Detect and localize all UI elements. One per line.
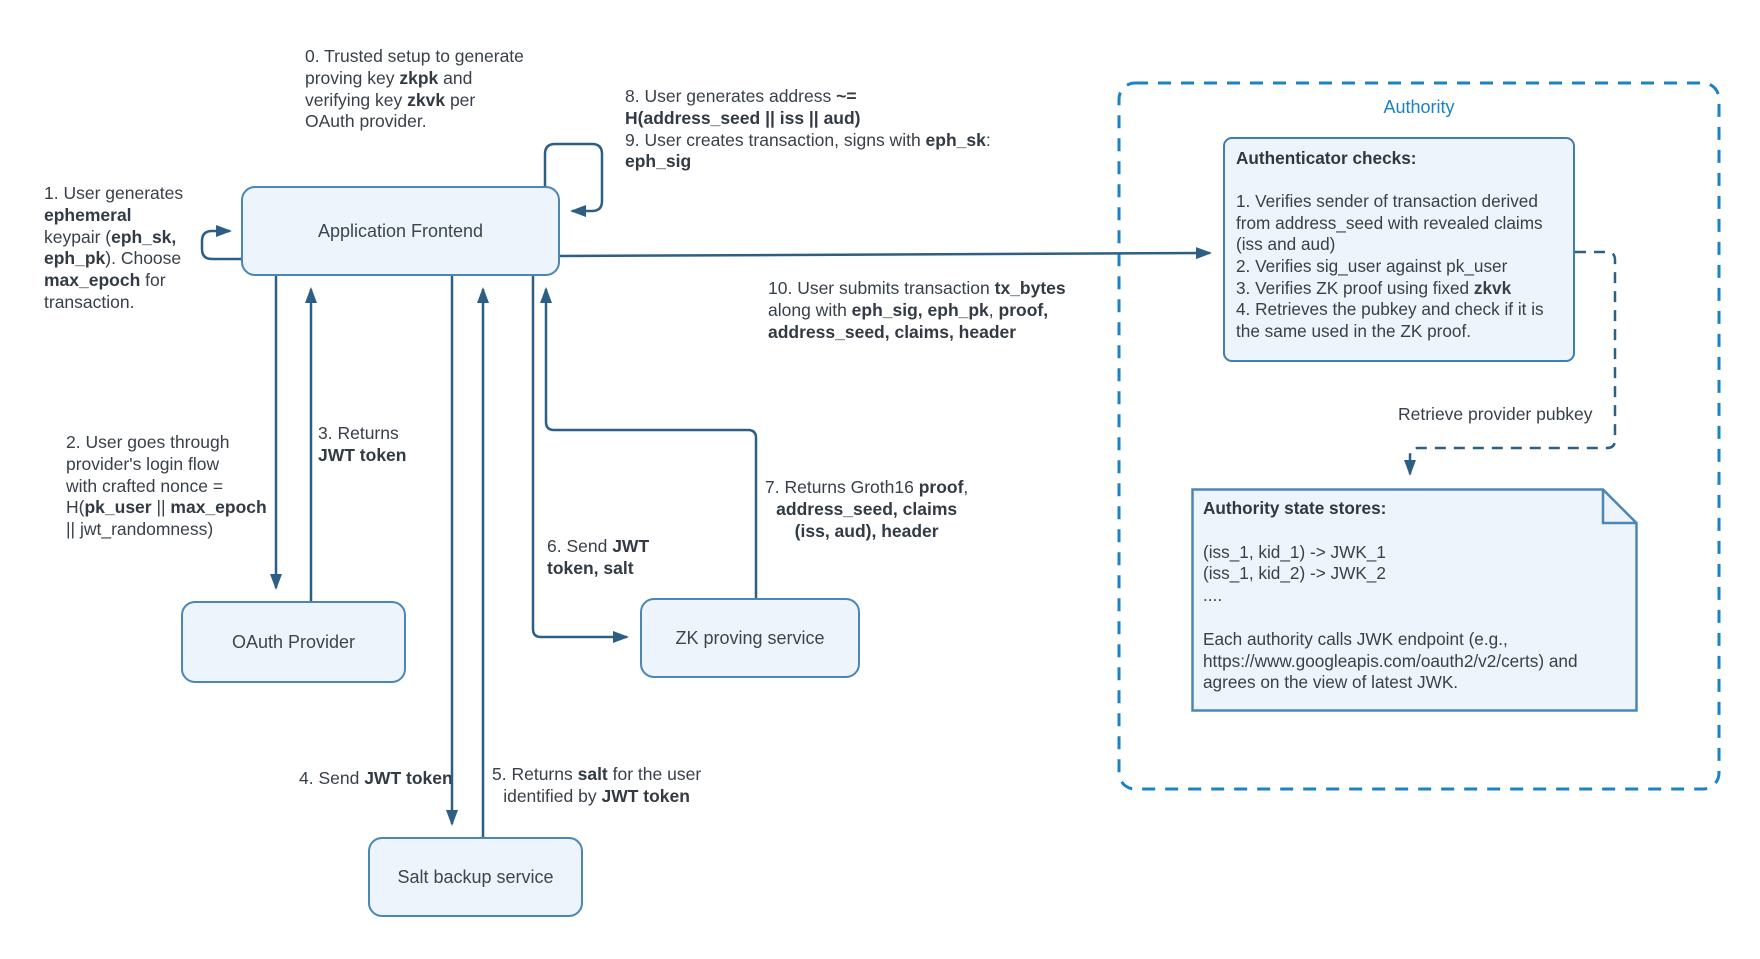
authority-state-store-box (1191, 488, 1638, 712)
node-oauth-provider (181, 601, 406, 683)
node-zk-proving-service-label: ZK proving service (675, 627, 825, 648)
connector-step6 (533, 276, 627, 637)
connector-step1-self-loop (202, 231, 241, 259)
authenticator-checks-list: 1. Verifies sender of transaction derived from address_seed with revealed claims (iss and aud) 2. Verifies sig_user against pk_user 3. Verifies ZK proof using fixed zkvk 4. Retrieves the pubkey and check if it is the same used in the ZK proof. (1236, 191, 1544, 341)
node-application-frontend-label: Application Frontend (317, 220, 484, 241)
node-zk-proving-service (640, 598, 860, 678)
annotation-step-4: 4. Send JWT token (299, 768, 453, 788)
authority-group-label: Authority (1383, 97, 1455, 117)
annotation-step-6: 6. Send JWT token, salt (547, 536, 650, 578)
node-application-frontend (241, 186, 560, 276)
authenticator-checks-box (1223, 137, 1575, 362)
annotation-step-3: 3. Returns JWT token (318, 423, 407, 465)
node-salt-backup-service-label: Salt backup service (397, 866, 554, 887)
authority-state-store-list: (iss_1, kid_1) -> JWK_1 (iss_1, kid_2) -> JWK_2 .... Each authority calls JWK endpoint (e.g., https://www.googleapis.com/oauth2/v2/certs) and agrees on the view of latest JWK. (1203, 541, 1578, 693)
annotation-step-1: 1. User generates ephemeral keypair (eph_sk, eph_pk). Choose max_epoch for transaction. (44, 183, 184, 312)
annotation-step-10: 10. User submits transaction tx_bytes along with eph_sig, eph_pk, proof, address_seed, claims, header (768, 278, 1066, 342)
node-oauth-provider-label: OAuth Provider (231, 631, 356, 652)
annotation-step-5: 5. Returns salt for the user identified by JWT token (492, 764, 702, 806)
authority-state-store-title: Authority state stores: (1203, 498, 1387, 518)
node-salt-backup-service (368, 837, 583, 917)
connector-step10 (560, 253, 1210, 256)
annotation-step-7: 7. Returns Groth16 proof, address_seed, claims (iss, aud), header (765, 477, 969, 541)
annotation-steps-8-9: 8. User generates address ~= H(address_seed || iss || aud) 9. User creates transaction, signs with eph_sk: eph_sig (625, 86, 991, 172)
annotation-step-0: 0. Trusted setup to generate proving key zkpk and verifying key zkvk per OAuth provider. (305, 46, 524, 132)
retrieve-provider-pubkey-label: Retrieve provider pubkey (1398, 404, 1593, 424)
authenticator-checks-title: Authenticator checks: (1236, 148, 1417, 168)
annotation-step-2: 2. User goes through provider's login flow with crafted nonce = H(pk_user || max_epoch || jwt_randomness) (66, 432, 267, 540)
